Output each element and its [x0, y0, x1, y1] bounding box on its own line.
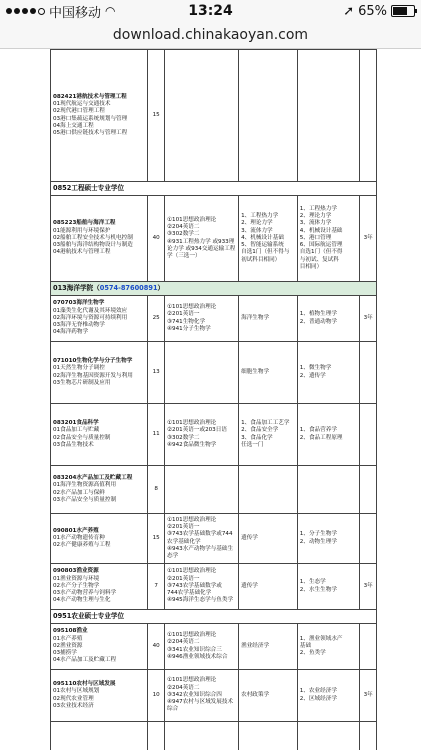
- location-icon: ➚: [343, 3, 355, 19]
- battery-percent: 65%: [358, 3, 387, 19]
- battery-group: [343, 4, 415, 19]
- table-row: 090803渔业资源 01渔业资源与环境 02水产分子生物学 03水产动物营养与饲料学 04水产动物生理与生化 7 ①101思想政治理论 ②201英语一 ③743农学基础数学或 744农学基础化学 ④945海洋生态学与鱼类学 遗传学 1、生态学 2、水生生物学 3年: [51, 564, 377, 610]
- address-bar[interactable]: [0, 22, 421, 49]
- table-row: 085223船舶与海洋工程 01能源利用与环境保护 02船舶工程安全技术与机电控制 03船舶与海洋结构物设计与制造 04港航技术与管理工程 40 ①101思想政治理论 ②204英语二 ③302数学二 ④931工程热力学 或933理论力学 或934交通运输工程学（三选一） 1、工程热力学 2、理论力学 3、流体力学 4、机械设计基础 5、智能运输系统 自选1门（但不得与 初试科目相同） 1、工程热力学 2、理论力学 3、流体力学 4、机械设计基础 5、港口管理 6、国际航运管理 自选1门（但不得 与初试、复试科 目相同） 3年: [51, 196, 377, 282]
- carrier-group: [6, 2, 116, 21]
- signal-icon: [6, 8, 45, 15]
- table-row: [51, 50, 377, 182]
- section-row: [51, 182, 377, 196]
- table-row: 083201食品科学 01食品加工与贮藏 02食品安全与质量控制 03食品生物技术 11 ①101思想政治理论 ②201英语一或203日语 ③302数学二 ④942食品微生物学 1、食品加工工艺学 2、食品安全学 3、食品化学 任选一门 1、食品营养学 2、食品工程原理: [51, 404, 377, 466]
- status-bar: [0, 0, 421, 22]
- admissions-table: [50, 49, 377, 750]
- carrier-label: 中国移动: [49, 5, 102, 21]
- college-name: 013海洋学院（: [53, 284, 100, 293]
- table-row: 083204水产品加工及贮藏工程 01海洋生物资源高值利用 02水产品加工与保鲜 03水产品安全与质量控制 8: [51, 466, 377, 514]
- college-row: 013海洋学院（0574-87600891）: [51, 282, 377, 296]
- table-row: 095110农村与区域发展 01农村与区域规划 02现代农业管理 03农业技术经济 10 ①101思想政治理论 ②204英语二 ③342农业知识综合四 ④947农村与区域发展技术综合 农村政策学 1、农业经济学 2、区域经济学 3年: [51, 670, 377, 722]
- table-row: 095108渔业 01水产养殖 02渔业资源 03捕捞学 04水产品加工及贮藏工程 40 ①101思想政治理论 ②204英语二 ③341农业知识综合三 ④946渔业领域技术综合 渔业经济学 1、渔业领域水产 基础 2、鱼类学: [51, 624, 377, 670]
- phone-link[interactable]: 0574-87600891: [99, 284, 158, 293]
- url-text: download.chinakaoyan.com: [112, 27, 309, 43]
- table-row: 071010生物化学与分子生物学 01天然生物分子调控 02海洋生物基因资源开发与利用 03生物芯片研制及应用 13 细胞生物学 1、微生物学 2、遗传学: [51, 342, 377, 404]
- table-row: 070703海洋生物学 01藻类生化代谢及其环境效应 02海洋环境与资源可持续利用 03海洋无脊椎动物学 04海洋药物学 25 ①101思想政治理论 ②201英语一 ③741生物化学 ④941分子生物学 海洋生物学 1、植物生理学 2、普通动物学 3年: [51, 296, 377, 342]
- battery-icon: [391, 5, 415, 17]
- section-title: 0852工程硕士专业学位: [51, 182, 377, 196]
- document-view[interactable]: [0, 49, 421, 750]
- quota-cell: 15: [148, 50, 165, 182]
- program-cell: 082421港航技术与管理工程 01现代航运与交通技术 02现代港口管理工程 03港口集疏运系统规划与管理 04海上交通工程 05港口供应链技术与管理工程: [51, 50, 148, 182]
- section-row: 0951农业硕士专业学位: [51, 610, 377, 624]
- table-row: 090801水产养殖 01水产动物遗传育种 02水产健康养殖与工程 15 ①101思想政治理论 ②201英语一 ③743农学基础数学或744农学基础化学 ④943水产动物学与基础生态学 遗传学 1、分子生物学 2、动物生理学: [51, 514, 377, 564]
- wifi-icon: ◠: [105, 4, 116, 18]
- clock: 13:24: [188, 3, 233, 19]
- table-row: [51, 722, 377, 750]
